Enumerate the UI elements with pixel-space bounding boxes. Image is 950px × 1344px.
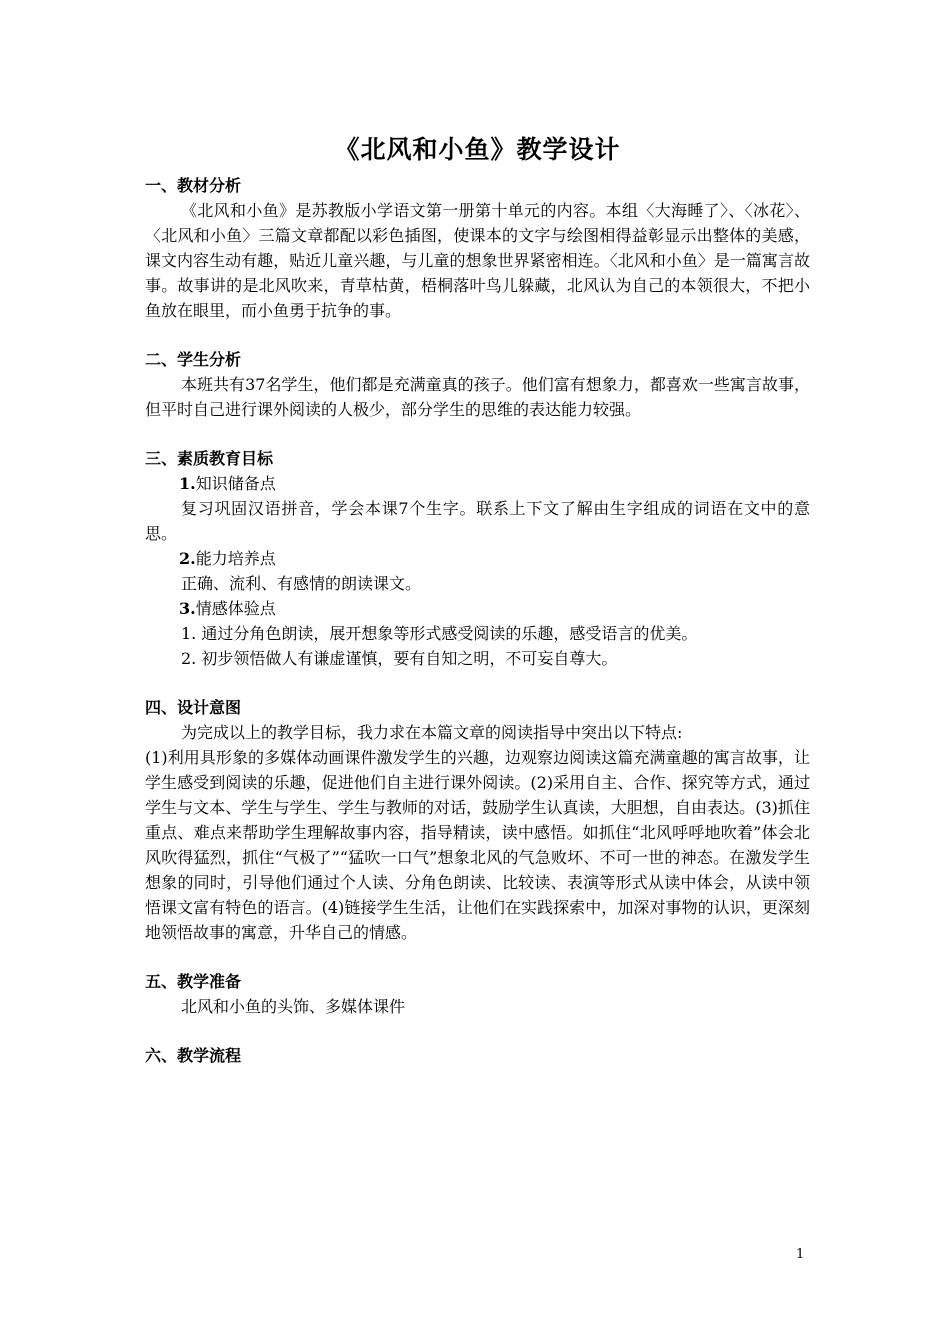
section-paragraph: 《北风和小鱼》是苏教版小学语文第一册第十单元的内容。本组〈大海睡了〉、〈冰花〉、〈北风和小鱼〉三篇文章都配以彩色插图，使课本的文字与绘图相得益彰显示出整体的美感，课文内容生动有趣，贴近儿童兴趣，与儿童的想象世界紧密相连。〈北风和小鱼〉是一篇寓言故事。故事讲的是北风吹来，青草枯黄，梧桐落叶鸟儿躲藏，北风认为自己的本领很大，不把小鱼放在眼里，而小鱼勇于抗争的事。 [145, 201, 810, 320]
section-textbook-analysis [145, 174, 810, 323]
goal-list-item: 1. 通过分角色朗读，展开想象等形式感受阅读的乐趣，感受语言的优美。 [181, 624, 698, 643]
section-heading: 六、教学流程 [145, 1046, 242, 1065]
section-heading: 三、素质教育目标 [145, 449, 274, 468]
goal-text: 正确、流利、有感情的朗读课文。 [181, 574, 422, 593]
section-paragraph: 北风和小鱼的头饰、多媒体课件 [181, 997, 406, 1016]
goal-label [145, 596, 810, 621]
spacer [145, 323, 810, 348]
section-teaching-process [145, 1044, 810, 1068]
document-title: 《北风和小鱼》教学设计 [334, 135, 621, 164]
section-heading: 四、设计意图 [145, 698, 242, 717]
spacer [145, 422, 810, 447]
section-heading: 二、学生分析 [145, 350, 242, 369]
goal-number: 2. [179, 549, 196, 568]
document-body [145, 130, 810, 1068]
spacer [145, 1019, 810, 1044]
goal-title: 情感体验点 [195, 599, 276, 618]
section-paragraph: 本班共有37名学生，他们都是充满童真的孩子。他们富有想象力，都喜欢一些寓言故事，但平时自己进行课外阅读的人极少，部分学生的思维的表达能力较强。 [145, 375, 810, 419]
goal-number: 1. [179, 474, 196, 493]
section-intro: 为完成以上的教学目标，我力求在本篇文章的阅读指导中突出以下特点: [181, 723, 683, 742]
spacer [145, 671, 810, 696]
section-education-goals [145, 447, 810, 671]
section-heading: 五、教学准备 [145, 972, 242, 991]
goal-text: 复习巩固汉语拼音，学会本课7个生字。联系上下文了解由生字组成的词语在文中的意思。 [145, 499, 810, 543]
spacer [145, 945, 810, 970]
section-heading: 一、教材分析 [145, 176, 242, 195]
section-design-intent [145, 696, 810, 945]
goal-title: 能力培养点 [195, 549, 276, 568]
page-number: 1 [796, 1247, 805, 1262]
section-paragraph: (1)利用具形象的多媒体动画课件激发学生的兴趣，边观察边阅读这篇充满童趣的寓言故事，让学生感受到阅读的乐趣，促进他们自主进行课外阅读。(2)采用自主、合作、探究等方式，通过学生与文本、学生与学生、学生与教师的对话，鼓励学生认真读，大胆想，自由表达。(3)抓住重点、难点来帮助学生理解故事内容，指导精读，读中感悟。如抓住“北风呼呼地吹着”体会北风吹得猛烈，抓住“气极了”“猛吹一口气”想象北风的气急败坏、不可一世的神态。在激发学生想象的同时，引导他们通过个人读、分角色朗读、比较读、表演等形式从读中体会，从读中领悟课文富有特色的语言。(4)链接学生生活，让他们在实践探索中，加深对事物的认识，更深刻地领悟故事的寓意，升华自己的情感。 [145, 748, 810, 942]
section-preparation [145, 970, 810, 1019]
goal-label [145, 546, 810, 571]
goal-list-item: 2. 初步领悟做人有谦虚谨慎，要有自知之明，不可妄自尊大。 [181, 649, 618, 668]
goal-title: 知识储备点 [195, 474, 276, 493]
goal-label [145, 471, 810, 496]
section-student-analysis [145, 348, 810, 422]
goal-number: 3. [179, 599, 196, 618]
